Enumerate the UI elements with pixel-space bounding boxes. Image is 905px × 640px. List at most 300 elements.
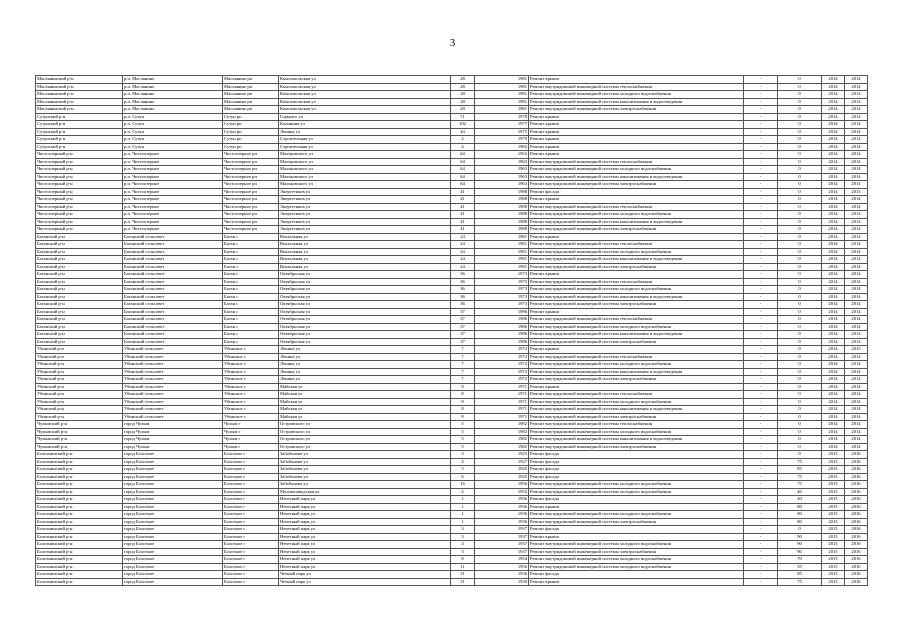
cell-year-end: 2016 [845, 518, 868, 526]
cell-street: Октябрьская ул [279, 301, 451, 309]
cell-value: 85 [778, 571, 822, 579]
table-row [36, 98, 868, 106]
cell-district: Убинский р-н [36, 383, 123, 391]
cell-dash: - [744, 278, 778, 286]
cell-street: Мальковского ул [279, 166, 451, 174]
cell-locality: Болотное г [223, 518, 279, 526]
cell-work-type: Ремонт крыши [529, 121, 744, 129]
cell-dash: - [744, 293, 778, 301]
cell-house-number: 8 [451, 556, 475, 564]
table-row [36, 241, 868, 249]
cell-value: 75 [778, 458, 822, 466]
cell-year-built: 1981 [475, 248, 529, 256]
cell-value: 0 [778, 391, 822, 399]
cell-work-type: Ремонт внутридомовой инженерной системы холодного водоснабжения [529, 428, 744, 436]
cell-locality: Убинское с [223, 368, 279, 376]
cell-district: Убинский р-н [36, 413, 123, 421]
cell-dash: - [744, 241, 778, 249]
cell-street: Мальковского ул [279, 173, 451, 181]
table-row [36, 278, 868, 286]
cell-municipality: город Болотное [123, 518, 223, 526]
cell-street: Мальковского ул [279, 151, 451, 159]
table-row [36, 338, 868, 346]
cell-value: 0 [778, 158, 822, 166]
cell-year-start: 2015 [822, 563, 845, 571]
cell-year-start: 2014 [822, 158, 845, 166]
cell-municipality: город Чулым [123, 436, 223, 444]
cell-municipality: р.п. Маслянино [123, 76, 223, 84]
cell-year-start: 2014 [822, 233, 845, 241]
cell-locality: Чистоозерное рп [223, 181, 279, 189]
cell-value: 0 [778, 316, 822, 324]
cell-house-number: 1 [451, 518, 475, 526]
cell-municipality: город Болотное [123, 503, 223, 511]
cell-work-type: Ремонт внутридомовой инженерной системы электроснабжения [529, 263, 744, 271]
cell-house-number: 28 [451, 76, 475, 84]
cell-dash: - [744, 511, 778, 519]
cell-locality: Чистоозерное рп [223, 218, 279, 226]
cell-house-number: 5 [451, 436, 475, 444]
cell-street: Калинина ул [279, 121, 451, 129]
cell-municipality: Баганский сельсовет [123, 293, 223, 301]
cell-dash: - [744, 518, 778, 526]
table-row [36, 451, 868, 459]
cell-value: 0 [778, 293, 822, 301]
cell-year-start: 2014 [822, 383, 845, 391]
cell-locality: Чистоозерное рп [223, 226, 279, 234]
cell-district: Баганский р-н [36, 293, 123, 301]
cell-house-number: 24 [451, 248, 475, 256]
cell-year-built: 1925 [475, 473, 529, 481]
cell-street: Майская ул [279, 413, 451, 421]
cell-street: Нечетный парк ул [279, 526, 451, 534]
cell-work-type: Ремонт внутридомовой инженерной системы холодного водоснабжения [529, 563, 744, 571]
cell-year-built: 1956 [475, 481, 529, 489]
table-row [36, 541, 868, 549]
cell-value: 0 [778, 196, 822, 204]
cell-year-end: 2014 [845, 278, 868, 286]
cell-district: Чистоозерный р-н [36, 203, 123, 211]
cell-year-start: 2014 [822, 353, 845, 361]
cell-work-type: Ремонт внутридомовой инженерной системы электроснабжения [529, 338, 744, 346]
cell-work-type: Ремонт внутридомовой инженерной системы холодного водоснабжения [529, 511, 744, 519]
cell-value: 0 [778, 406, 822, 414]
cell-street: Строительная ул [279, 143, 451, 151]
cell-locality: Болотное г [223, 451, 279, 459]
cell-year-built: 1925 [475, 466, 529, 474]
table-row [36, 113, 868, 121]
cell-value: 0 [778, 263, 822, 271]
cell-year-end: 2014 [845, 106, 868, 114]
cell-work-type: Ремонт внутридомовой инженерной системы электроснабжения [529, 443, 744, 451]
cell-work-type: Ремонт крыши [529, 346, 744, 354]
cell-street: Нечетный парк ул [279, 563, 451, 571]
cell-house-number: 36 [451, 278, 475, 286]
cell-value: 0 [778, 121, 822, 129]
cell-year-built: 1979 [475, 136, 529, 144]
cell-value: 0 [778, 398, 822, 406]
cell-year-end: 2014 [845, 151, 868, 159]
cell-year-built: 1988 [475, 218, 529, 226]
cell-street: Энергетиков ул [279, 188, 451, 196]
table-row [36, 466, 868, 474]
cell-house-number: 64 [451, 166, 475, 174]
cell-year-end: 2016 [845, 548, 868, 556]
cell-year-start: 2014 [822, 188, 845, 196]
cell-locality: Убинское с [223, 376, 279, 384]
cell-dash: - [744, 503, 778, 511]
cell-value: 0 [778, 331, 822, 339]
cell-value: 80 [778, 518, 822, 526]
cell-work-type: Ремонт внутридомовой инженерной системы канализования и водоотведения [529, 173, 744, 181]
cell-year-built: 1971 [475, 398, 529, 406]
cell-street: Мальковского ул [279, 181, 451, 189]
cell-house-number: 37 [451, 308, 475, 316]
cell-municipality: город Чулым [123, 443, 223, 451]
cell-house-number: 36 [451, 271, 475, 279]
cell-municipality: р.п. Маслянино [123, 106, 223, 114]
cell-year-end: 2016 [845, 578, 868, 586]
cell-year-start: 2014 [822, 368, 845, 376]
table-row [36, 218, 868, 226]
cell-locality: Баган с [223, 293, 279, 301]
cell-municipality: город Болотное [123, 511, 223, 519]
cell-year-built: 1975 [475, 128, 529, 136]
cell-value: 0 [778, 256, 822, 264]
cell-street: Комсомольская ул [279, 106, 451, 114]
cell-value: 0 [778, 526, 822, 534]
cell-house-number: 8 [451, 406, 475, 414]
cell-work-type: Ремонт внутридомовой инженерной системы канализования и водоотведения [529, 406, 744, 414]
cell-value: 0 [778, 218, 822, 226]
cell-street: Нечетный парк ул [279, 556, 451, 564]
cell-municipality: Баганский сельсовет [123, 278, 223, 286]
cell-dash: - [744, 451, 778, 459]
cell-street: Нечетный парк ул [279, 541, 451, 549]
cell-locality: Чулым г [223, 436, 279, 444]
cell-municipality: р.п. Чистоозерное [123, 196, 223, 204]
table-row [36, 518, 868, 526]
cell-district: Баганский р-н [36, 286, 123, 294]
cell-work-type: Ремонт фасада [529, 466, 744, 474]
cell-year-built: 1956 [475, 563, 529, 571]
table-row [36, 121, 868, 129]
cell-house-number: 5 [451, 428, 475, 436]
cell-street: Нечетный парк ул [279, 518, 451, 526]
table-row [36, 443, 868, 451]
cell-district: Убинский р-н [36, 346, 123, 354]
cell-locality: Баган с [223, 241, 279, 249]
cell-dash: - [744, 136, 778, 144]
cell-municipality: р.п. Сузун [123, 143, 223, 151]
cell-year-start: 2014 [822, 346, 845, 354]
cell-house-number: 64 [451, 151, 475, 159]
cell-dash: - [744, 428, 778, 436]
table-row [36, 496, 868, 504]
cell-year-end: 2014 [845, 271, 868, 279]
cell-locality: Убинское с [223, 346, 279, 354]
cell-municipality: город Болотное [123, 458, 223, 466]
cell-work-type: Ремонт внутридомовой инженерной системы электроснабжения [529, 548, 744, 556]
table-row [36, 473, 868, 481]
cell-district: Маслянинский р-н [36, 106, 123, 114]
cell-year-built: 1972 [475, 376, 529, 384]
cell-municipality: Убинский сельсовет [123, 391, 223, 399]
cell-municipality: город Болотное [123, 481, 223, 489]
cell-house-number: 3 [451, 541, 475, 549]
cell-dash: - [744, 466, 778, 474]
cell-street: Энергетиков ул [279, 196, 451, 204]
cell-street: Островского ул [279, 421, 451, 429]
cell-year-start: 2014 [822, 278, 845, 286]
cell-district: Баганский р-н [36, 301, 123, 309]
cell-year-built: 1927 [475, 458, 529, 466]
cell-year-start: 2014 [822, 83, 845, 91]
cell-year-built: 1981 [475, 83, 529, 91]
cell-locality: Болотное г [223, 556, 279, 564]
cell-municipality: р.п. Чистоозерное [123, 173, 223, 181]
cell-work-type: Ремонт крыши [529, 233, 744, 241]
cell-municipality: р.п. Маслянино [123, 98, 223, 106]
cell-dash: - [744, 301, 778, 309]
table-row [36, 481, 868, 489]
cell-year-start: 2014 [822, 413, 845, 421]
cell-year-end: 2014 [845, 128, 868, 136]
cell-house-number: 7 [451, 361, 475, 369]
cell-dash: - [744, 406, 778, 414]
cell-year-end: 2014 [845, 383, 868, 391]
cell-year-start: 2014 [822, 248, 845, 256]
cell-value: 0 [778, 241, 822, 249]
table-row [36, 368, 868, 376]
cell-value: 0 [778, 428, 822, 436]
cell-year-end: 2015 [845, 188, 868, 196]
cell-municipality: р.п. Чистоозерное [123, 188, 223, 196]
cell-work-type: Ремонт крыши [529, 383, 744, 391]
cell-value: 90 [778, 541, 822, 549]
cell-dash: - [744, 218, 778, 226]
cell-value: 35 [778, 563, 822, 571]
table-row [36, 316, 868, 324]
cell-year-end: 2014 [845, 338, 868, 346]
cell-year-end: 2015 [845, 346, 868, 354]
cell-value: 0 [778, 113, 822, 121]
cell-dash: - [744, 173, 778, 181]
table-row [36, 143, 868, 151]
cell-house-number: 16 [451, 481, 475, 489]
cell-year-end: 2016 [845, 473, 868, 481]
cell-dash: - [744, 526, 778, 534]
cell-municipality: Убинский сельсовет [123, 376, 223, 384]
cell-work-type: Ремонт внутридомовой инженерной системы холодного водоснабжения [529, 248, 744, 256]
cell-year-end: 2014 [845, 113, 868, 121]
cell-year-end: 2014 [845, 233, 868, 241]
cell-dash: - [744, 556, 778, 564]
cell-year-built: 1936 [475, 518, 529, 526]
cell-year-built: 1981 [475, 241, 529, 249]
cell-value: 75 [778, 473, 822, 481]
cell-year-built: 1937 [475, 533, 529, 541]
cell-dash: - [744, 308, 778, 316]
cell-street: Октябрьская ул [279, 271, 451, 279]
cell-locality: Баган с [223, 308, 279, 316]
cell-district: Болотнинский р-н [36, 578, 123, 586]
cell-house-number: 3 [451, 451, 475, 459]
cell-street: Вокзальная ул [279, 241, 451, 249]
cell-street: Майская ул [279, 391, 451, 399]
cell-district: Убинский р-н [36, 391, 123, 399]
cell-locality: Чистоозерное рп [223, 151, 279, 159]
cell-locality: Чистоозерное рп [223, 173, 279, 181]
cell-year-end: 2014 [845, 158, 868, 166]
cell-district: Баганский р-н [36, 308, 123, 316]
cell-municipality: город Болотное [123, 541, 223, 549]
cell-year-built: 1936 [475, 571, 529, 579]
cell-year-start: 2014 [822, 436, 845, 444]
cell-house-number: 5 [451, 421, 475, 429]
cell-value: 0 [778, 151, 822, 159]
table-row [36, 556, 868, 564]
cell-street: Майская ул [279, 406, 451, 414]
cell-value: 0 [778, 173, 822, 181]
table-row [36, 256, 868, 264]
cell-district: Чистоозерный р-н [36, 173, 123, 181]
cell-dash: - [744, 211, 778, 219]
cell-municipality: Убинский сельсовет [123, 368, 223, 376]
cell-municipality: Убинский сельсовет [123, 383, 223, 391]
table-row [36, 188, 868, 196]
table-row [36, 511, 868, 519]
cell-value: 0 [778, 443, 822, 451]
cell-house-number: 28 [451, 106, 475, 114]
cell-street: Ленина ул [279, 353, 451, 361]
cell-year-built: 1963 [475, 173, 529, 181]
cell-house-number: 8 [451, 413, 475, 421]
cell-dash: - [744, 353, 778, 361]
cell-dash: - [744, 496, 778, 504]
table-row [36, 233, 868, 241]
cell-house-number: 3 [451, 533, 475, 541]
cell-year-end: 2014 [845, 361, 868, 369]
cell-locality: Баган с [223, 338, 279, 346]
cell-year-built: 1937 [475, 526, 529, 534]
cell-street: Островского ул [279, 436, 451, 444]
cell-locality: Болотное г [223, 511, 279, 519]
cell-year-built: 1972 [475, 368, 529, 376]
cell-district: Болотнинский р-н [36, 481, 123, 489]
cell-work-type: Ремонт внутридомовой инженерной системы холодного водоснабжения [529, 556, 744, 564]
cell-year-end: 2014 [845, 248, 868, 256]
cell-municipality: Баганский сельсовет [123, 241, 223, 249]
cell-year-end: 2014 [845, 413, 868, 421]
cell-year-end: 2014 [845, 211, 868, 219]
cell-locality: Баган с [223, 316, 279, 324]
cell-street: Островского ул [279, 443, 451, 451]
cell-work-type: Ремонт крыши [529, 113, 744, 121]
cell-house-number: 5 [451, 466, 475, 474]
cell-municipality: р.п. Чистоозерное [123, 218, 223, 226]
cell-municipality: Баганский сельсовет [123, 308, 223, 316]
cell-district: Болотнинский р-н [36, 541, 123, 549]
cell-street: Ленина ул [279, 346, 451, 354]
cell-dash: - [744, 128, 778, 136]
cell-district: Болотнинский р-н [36, 548, 123, 556]
cell-street: Мальковского ул [279, 158, 451, 166]
cell-dash: - [744, 443, 778, 451]
cell-year-built: 1973 [475, 278, 529, 286]
cell-year-end: 2014 [845, 196, 868, 204]
cell-year-end: 2014 [845, 391, 868, 399]
cell-locality: Баган с [223, 248, 279, 256]
cell-house-number: 28 [451, 83, 475, 91]
cell-value: 0 [778, 91, 822, 99]
cell-district: Чистоозерный р-н [36, 151, 123, 159]
cell-year-end: 2014 [845, 421, 868, 429]
cell-year-start: 2015 [822, 571, 845, 579]
table-row [36, 353, 868, 361]
cell-house-number: 2 [451, 136, 475, 144]
cell-year-built: 1982 [475, 443, 529, 451]
cell-dash: - [744, 571, 778, 579]
cell-locality: Болотное г [223, 563, 279, 571]
cell-house-number: 8 [451, 383, 475, 391]
cell-value: 0 [778, 188, 822, 196]
cell-district: Баганский р-н [36, 248, 123, 256]
cell-street: Островского ул [279, 428, 451, 436]
cell-district: Убинский р-н [36, 376, 123, 384]
cell-year-built: 1982 [475, 428, 529, 436]
cell-house-number: 4 [451, 458, 475, 466]
cell-year-start: 2015 [822, 488, 845, 496]
cell-value: 0 [778, 98, 822, 106]
cell-street: Ленина ул [279, 376, 451, 384]
cell-value: 0 [778, 226, 822, 234]
cell-year-start: 2014 [822, 166, 845, 174]
cell-district: Баганский р-н [36, 316, 123, 324]
cell-year-start: 2014 [822, 271, 845, 279]
cell-district: Чистоозерный р-н [36, 196, 123, 204]
cell-district: Маслянинский р-н [36, 98, 123, 106]
cell-year-built: 1952 [475, 488, 529, 496]
cell-work-type: Ремонт внутридомовой инженерной системы холодного водоснабжения [529, 91, 744, 99]
cell-street: Ленина ул [279, 128, 451, 136]
cell-dash: - [744, 361, 778, 369]
cell-district: Болотнинский р-н [36, 556, 123, 564]
cell-municipality: Убинский сельсовет [123, 398, 223, 406]
cell-value: 0 [778, 143, 822, 151]
table-row [36, 136, 868, 144]
cell-year-start: 2014 [822, 376, 845, 384]
cell-year-built: 1978 [475, 113, 529, 121]
cell-district: Убинский р-н [36, 398, 123, 406]
cell-year-built: 1963 [475, 166, 529, 174]
cell-year-built: 1972 [475, 353, 529, 361]
cell-year-built: 1963 [475, 181, 529, 189]
table-row [36, 421, 868, 429]
cell-year-start: 2014 [822, 241, 845, 249]
cell-street: Горького ул [279, 113, 451, 121]
cell-dash: - [744, 83, 778, 91]
cell-year-built: 1982 [475, 143, 529, 151]
cell-value: 0 [778, 166, 822, 174]
cell-work-type: Ремонт внутридомовой инженерной системы холодного водоснабжения [529, 361, 744, 369]
cell-dash: - [744, 98, 778, 106]
cell-house-number: 37 [451, 316, 475, 324]
cell-value: 40 [778, 496, 822, 504]
cell-municipality: р.п. Маслянино [123, 91, 223, 99]
cell-house-number: 41 [451, 218, 475, 226]
cell-locality: Чулым г [223, 443, 279, 451]
